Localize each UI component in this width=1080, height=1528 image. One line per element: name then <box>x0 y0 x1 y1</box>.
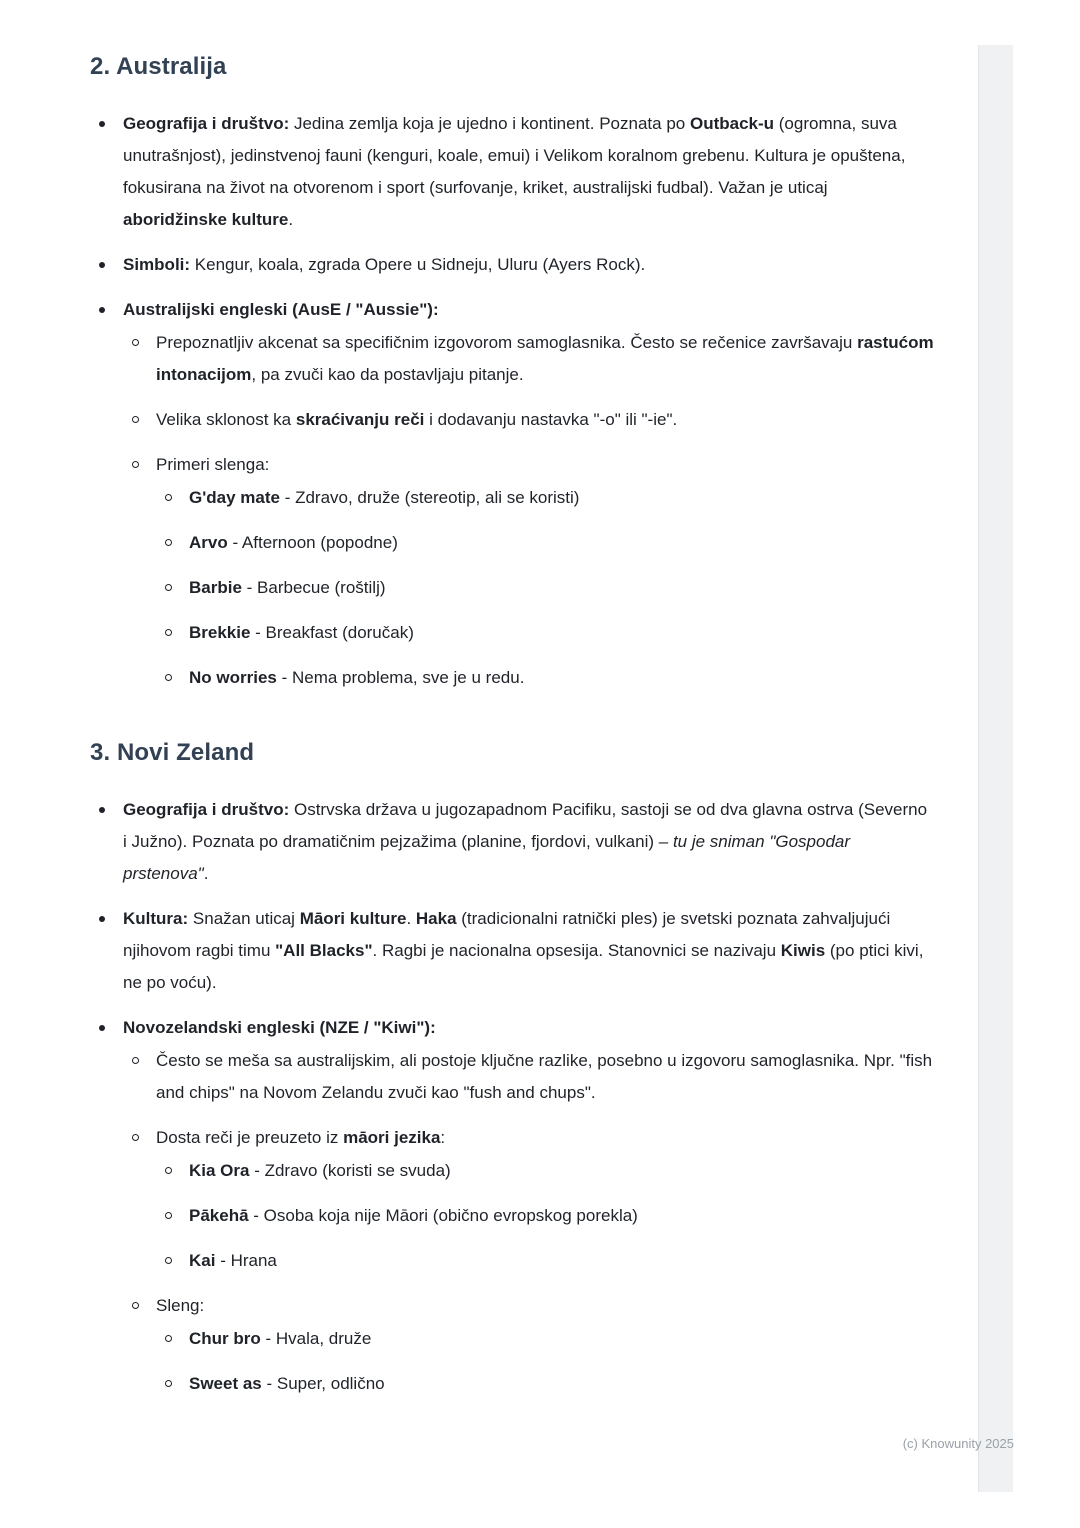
bullet-list <box>90 108 935 694</box>
text-segment: Brekkie <box>189 623 251 642</box>
nested-bullet-list <box>156 482 935 694</box>
text-segment: Često se meša sa australijskim, ali postoje ključne razlike, posebno u izgovoru samoglasnika. Npr. "fish and chips" na Novom Zelandu zvuči kao "fush and chups". <box>156 1051 933 1102</box>
text-segment: aboridžinske kulture <box>123 210 289 229</box>
section-heading: 2. Australija <box>90 53 227 80</box>
section-australija <box>90 52 935 694</box>
text-segment: Australijski engleski (AusE / "Aussie"): <box>123 300 439 319</box>
text-segment: "All Blacks" <box>275 941 373 960</box>
text-segment: Haka <box>415 909 457 928</box>
text-segment: Novozelandski engleski (NZE / "Kiwi"): <box>123 1018 436 1037</box>
text-segment: Simboli: <box>123 255 191 274</box>
text-segment: . <box>203 864 209 883</box>
text-segment: i dodavanju nastavka "-o" ili "-ie". <box>424 410 678 429</box>
list-item <box>123 404 935 436</box>
text-segment: tu je sniman "Gospodar prstenova" <box>123 832 851 883</box>
list-item <box>156 1200 935 1232</box>
list-item <box>156 482 935 514</box>
text-segment: - Barbecue (roštilj) <box>241 578 386 597</box>
text-segment: - Breakfast (doručak) <box>250 623 414 642</box>
text-segment: skraćivanju reči <box>295 410 425 429</box>
text-segment: . <box>288 210 294 229</box>
text-segment: Kai <box>189 1251 216 1270</box>
list-item <box>90 1012 935 1400</box>
nested-bullet-list <box>156 1155 935 1277</box>
text-segment: Kengur, koala, zgrada Opere u Sidneju, Uluru (Ayers Rock). <box>190 255 646 274</box>
text-segment: Geografija i društvo: <box>123 800 290 819</box>
text-segment: - Zdravo (koristi se svuda) <box>249 1161 451 1180</box>
list-item <box>156 617 935 649</box>
text-segment: Prepoznatljiv akcenat sa specifičnim izgovorom samoglasnika. Često se rečenice završavaju <box>156 333 858 352</box>
text-segment: Primeri slenga: <box>156 455 270 474</box>
list-item <box>156 1368 935 1400</box>
list-item <box>123 1045 935 1109</box>
text-segment: Pākehā <box>189 1206 249 1225</box>
text-segment: Kiwis <box>780 941 826 960</box>
text-segment: Barbie <box>189 578 242 597</box>
text-segment: , pa zvuči kao da postavljaju pitanje. <box>251 365 524 384</box>
list-item <box>123 449 935 694</box>
list-item <box>156 1245 935 1277</box>
text-segment: (po ptici kivi, ne po voću). <box>123 941 924 992</box>
list-item <box>156 572 935 604</box>
text-segment: (tradicionalni ratnički ples) je svetski poznata zahvaljujući njihovom ragbi timu <box>123 909 891 960</box>
text-segment: Kultura: <box>123 909 189 928</box>
list-item <box>90 249 935 281</box>
text-segment: - Super, odlično <box>261 1374 385 1393</box>
text-segment: Snažan uticaj <box>188 909 300 928</box>
list-item <box>156 527 935 559</box>
text-segment: G'day mate <box>189 488 280 507</box>
nested-bullet-list <box>123 1045 935 1400</box>
section-heading: 3. Novi Zeland <box>90 739 255 766</box>
list-item <box>90 108 935 236</box>
text-segment: . <box>406 909 416 928</box>
text-segment: Velika sklonost ka <box>156 410 296 429</box>
text-segment: - Nema problema, sve je u redu. <box>276 668 525 687</box>
list-item <box>123 327 935 391</box>
text-segment: : <box>440 1128 446 1147</box>
text-segment: - Afternoon (popodne) <box>227 533 398 552</box>
text-segment: Sleng: <box>156 1296 205 1315</box>
text-segment: . Ragbi je nacionalna opsesija. Stanovnici se nazivaju <box>372 941 781 960</box>
text-segment: rastućom intonacijom <box>156 333 934 384</box>
list-item <box>90 903 935 999</box>
list-item <box>156 1323 935 1355</box>
text-segment: māori jezika <box>343 1128 441 1147</box>
bullet-list <box>90 794 935 1400</box>
text-segment: - Zdravo, druže (stereotip, ali se koristi) <box>279 488 580 507</box>
nested-bullet-list <box>123 327 935 694</box>
list-item <box>90 294 935 694</box>
text-segment: Jedina zemlja koja je ujedno i kontinent. Poznata po <box>289 114 690 133</box>
list-item <box>123 1122 935 1277</box>
text-segment: Outback-u <box>689 114 775 133</box>
text-segment: - Osoba koja nije Māori (obično evropskog porekla) <box>248 1206 638 1225</box>
text-segment: Sweet as <box>189 1374 262 1393</box>
section-novi-zeland <box>90 738 935 1400</box>
text-segment: Kia Ora <box>189 1161 250 1180</box>
text-segment: Geografija i društvo: <box>123 114 290 133</box>
text-segment: Ostrvska država u jugozapadnom Pacifiku, sastoji se od dva glavna ostrva (Severno i Južno). Poznata po dramatičnim pejzažima (planine, fjordovi, vulkani) – <box>123 800 928 851</box>
text-segment: Māori kulture <box>299 909 407 928</box>
text-segment: Arvo <box>189 533 228 552</box>
text-segment: (ogromna, suva unutrašnjost), jedinstvenoj fauni (kenguri, koale, emui) i Velikom koralnom grebenu. Kultura je opuštena, fokusirana na život na otvorenom i sport (surfovanje, kriket, australijski fudbal). Važan je uticaj <box>123 114 906 197</box>
list-item <box>156 662 935 694</box>
text-segment: - Hvala, druže <box>260 1329 372 1348</box>
list-item <box>123 1290 935 1400</box>
text-segment: - Hrana <box>215 1251 277 1270</box>
watermark: (c) Knowunity 2025 <box>902 1436 1014 1451</box>
list-item <box>156 1155 935 1187</box>
text-segment: Chur bro <box>189 1329 261 1348</box>
text-segment: No worries <box>189 668 277 687</box>
scrollbar-track[interactable] <box>978 45 1013 1492</box>
nested-bullet-list <box>156 1323 935 1400</box>
list-item <box>90 794 935 890</box>
text-segment: Dosta reči je preuzeto iz <box>156 1128 344 1147</box>
